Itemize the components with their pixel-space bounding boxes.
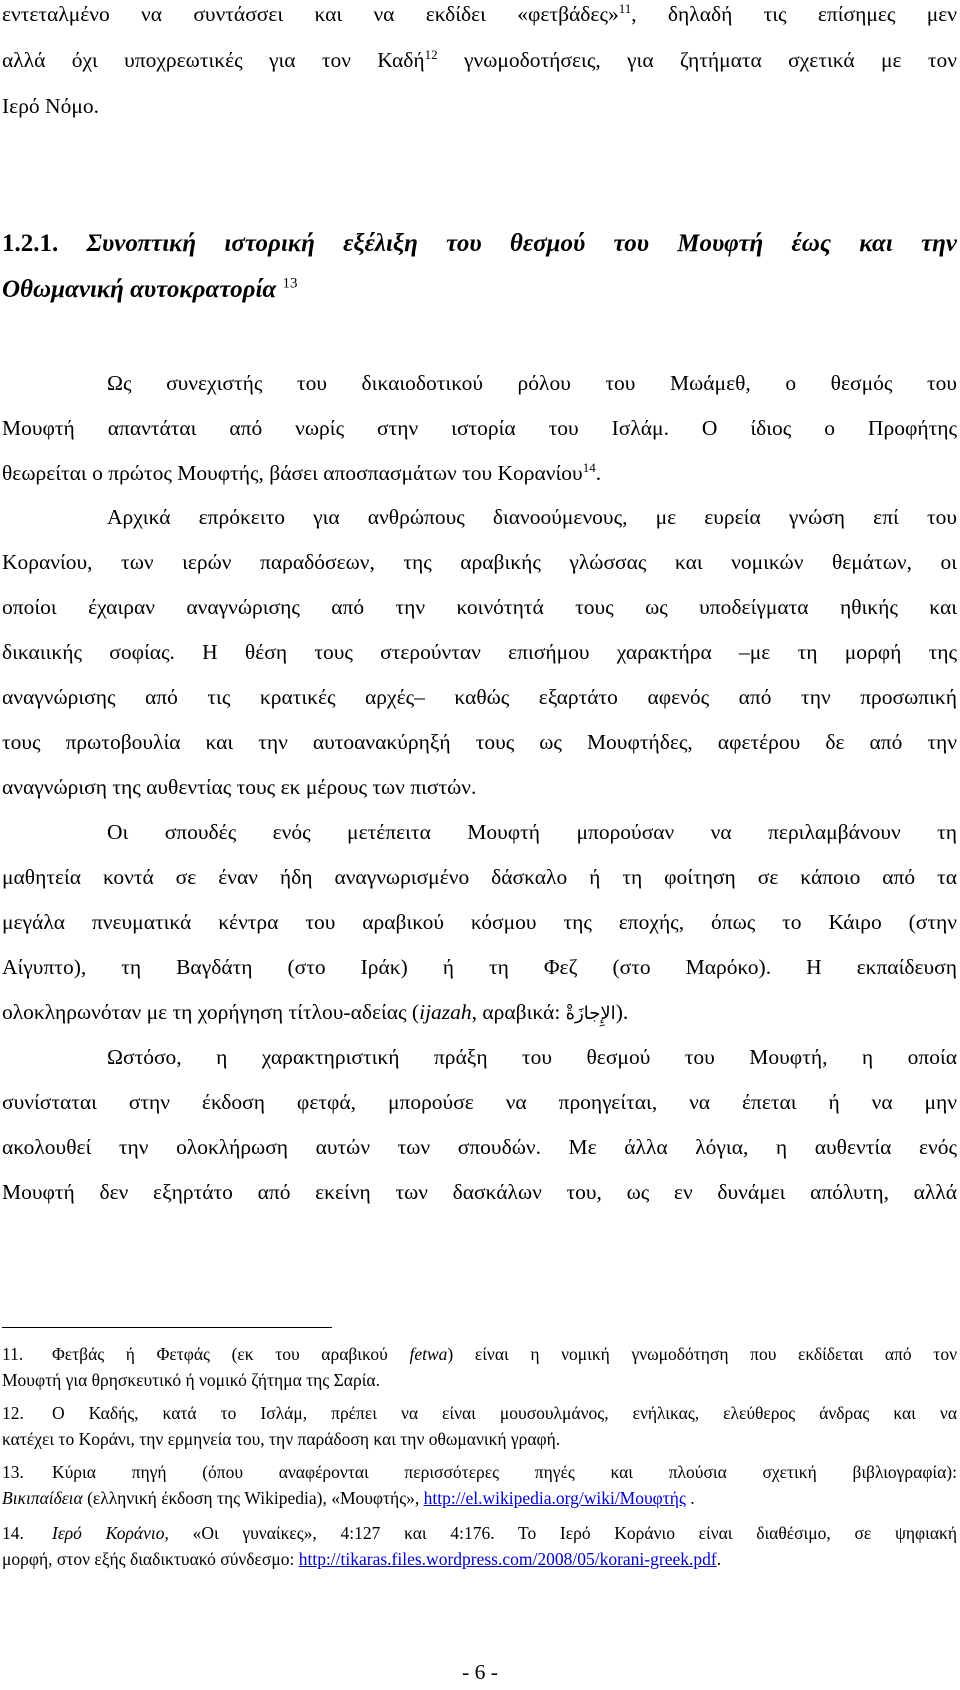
footnote-ref-11[interactable]: 11 (618, 0, 632, 16)
paragraph-line: Οι σπουδές ενός μετέπειτα Μουφτή μπορούσαν να περιλαμβάνουν τη (107, 820, 957, 844)
arabic-term: الإِجازَةْ (565, 1003, 616, 1024)
paragraph-line: Μουφτή δεν εξηρτάτο από εκείνη των δασκάλων του, ως εν δυνάμει απόλυτη, αλλά (2, 1180, 957, 1204)
paragraph-line: Αίγυπτο), τη Βαγδάτη (στο Ιράκ) ή τη Φεζ (στο Μαρόκο). Η εκπαίδευση (2, 955, 957, 979)
paragraph-line: Αρχικά επρόκειτο για ανθρώπους διανοούμενους, με ευρεία γνώση επί του (107, 505, 957, 529)
footnote-line: Βικιπαίδεια (ελληνική έκδοση της Wikipedia), «Μουφτής», http://el.wikipedia.org/wiki/Μουφτής . (2, 1488, 695, 1508)
section-heading: 1.2.1. Συνοπτική ιστορική εξέλιξη του θεσμού του Μουφτή έως και την (2, 230, 957, 257)
footnote-line: μορφή, στον εξής διαδικτυακό σύνδεσμο: http://tikaras.files.wordpress.com/2008/05/korani-greek.pdf. (2, 1549, 722, 1569)
page-number: - 6 - (462, 1660, 498, 1684)
text-line: αλλά όχι υποχρεωτικές για τον Καδή$^{12}$ γνωμοδοτήσεις, για ζητήματα σχετικά με τον (2, 46, 957, 72)
section-heading-continued: Οθωμανική αυτοκρατορία $^{13}$ (2, 275, 298, 303)
footnote-12 (2, 1400, 957, 1452)
wikipedia-link[interactable]: http://el.wikipedia.org/wiki/Μουφτής (423, 1488, 686, 1508)
footnote-14 (2, 1520, 957, 1572)
paragraph-line: αναγνώρισης από τις κρατικές αρχές– καθώς εξαρτάτο αφενός από την προσωπική (2, 685, 957, 709)
paragraph-line: μεγάλα πνευματικά κέντρα του αραβικού κόσμου της εποχής, όπως το Κάιρο (στην (2, 910, 957, 934)
footnote-ref-12[interactable]: 12 (424, 46, 438, 62)
footnote-line: 13. Κύρια πηγή (όπου αναφέρονται περισσότερες πηγές και πλούσια σχετική βιβλιογραφία): (2, 1462, 957, 1482)
paragraph-line: οποίοι έχαιραν αναγνώρισης από την κοινότητά τους ως υποδείγματα ηθικής και (2, 595, 957, 619)
paragraph-line: Κορανίου, των ιερών παραδόσεων, της αραβικής γλώσσας και νομικών θεμάτων, οι (2, 550, 957, 574)
footnote-11 (2, 1341, 957, 1393)
footnote-line: 12. Ο Καδής, κατά το Ισλάμ, πρέπει να είναι μουσουλμάνος, ενήλικας, ελεύθερος άνδρας και να (2, 1403, 957, 1423)
footnote-line: 11. Φετβάς ή Φετφάς (εκ του αραβικού fetwa) είναι η νομική γνωμοδότηση που εκδίδεται από τον (2, 1344, 957, 1364)
footnote-separator (2, 1327, 332, 1328)
paragraph-line: αναγνώριση της αυθεντίας τους εκ μέρους των πιστών. (2, 775, 477, 799)
text-line: εντεταλμένο να συντάσσει και να εκδίδει «φετβάδες»$^{11}$, δηλαδή τις επίσημες μεν (2, 0, 957, 26)
paragraph-line: Ως συνεχιστής του δικαιοδοτικού ρόλου του Μωάμεθ, ο θεσμός του (107, 371, 957, 395)
footnote-ref-13[interactable]: 13 (282, 275, 298, 292)
paragraph-line: ακολουθεί την ολοκλήρωση αυτών των σπουδών. Με άλλα λόγια, η αυθεντία ενός (2, 1135, 957, 1159)
footnote-line: 14. Ιερό Κοράνιο, «Οι γυναίκες», 4:127 και 4:176. Το Ιερό Κοράνιο είναι διαθέσιμο, σε ψηφιακή (2, 1523, 957, 1543)
paragraph-line: ολοκληρωνόταν με τη χορήγηση τίτλου-αδείας (ijazah, αραβικά: الإِجازَةْ). (2, 1000, 629, 1024)
paragraph-line: μαθητεία κοντά σε έναν ήδη αναγνωρισμένο δάσκαλο ή τη φοίτηση σε κάποιο από τα (2, 865, 957, 889)
paragraph-line: θεωρείται ο πρώτος Μουφτής, βάσει αποσπασμάτων του Κορανίου$^{14}$. (2, 459, 602, 485)
paragraph-line: τους πρωτοβουλία και την αυτοανακύρηξή τους ως Μουφτήδες, αφετέρου δε από την (2, 730, 957, 754)
footnote-ref-14[interactable]: 14 (582, 459, 596, 475)
text-line: Ιερό Νόμο. (2, 94, 99, 118)
paragraph-line: δικαιικής σοφίας. Η θέση τους στερούνταν επισήμου χαρακτήρα –με τη μορφή της (2, 640, 957, 664)
footnote-13 (2, 1459, 957, 1511)
paragraph-line: συνίσταται στην έκδοση φετφά, μπορούσε να προηγείται, να έπεται ή να μην (2, 1090, 957, 1114)
footnote-line: Μουφτή για θρησκευτικό ή νομικό ζήτημα της Σαρία. (2, 1370, 380, 1390)
paragraph-line: Μουφτή απαντάται από νωρίς στην ιστορία του Ισλάμ. Ο ίδιος ο Προφήτης (2, 416, 957, 440)
footnote-line: κατέχει το Κοράνι, την ερμηνεία του, την παράδοση και την οθωμανική γραφή. (2, 1429, 561, 1449)
paragraph-line: Ωστόσο, η χαρακτηριστική πράξη του θεσμού του Μουφτή, η οποία (107, 1045, 957, 1069)
koran-pdf-link[interactable]: http://tikaras.files.wordpress.com/2008/05/korani-greek.pdf (298, 1549, 717, 1569)
